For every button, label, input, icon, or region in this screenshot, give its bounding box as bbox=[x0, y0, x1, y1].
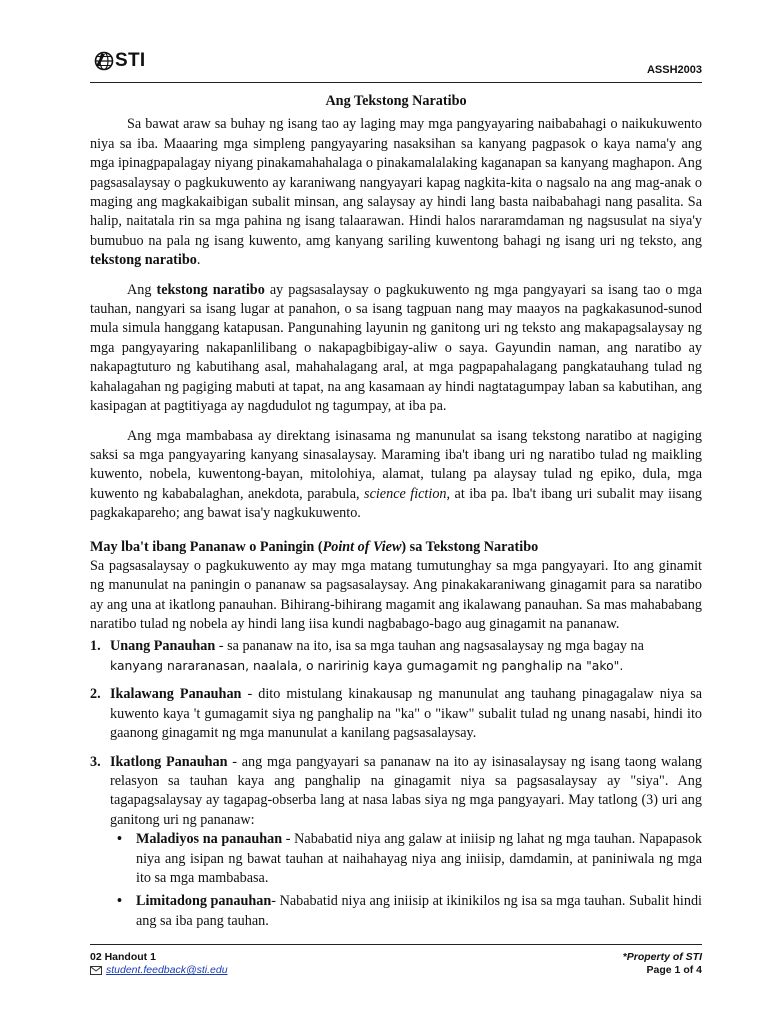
paragraph-3: Ang mga mambabasa ay direktang isinasama ng manunulat sa isang tekstong naratibo at nagiging saksi sa mga pangyayaring kanyang sinasalaysay. Maraming iba't ibang uri ng naratibo tulad ng maikling kuwento, nobela, kuwentong-bayan, mitolohiya, alamat, tulang pa alaysay tulad ng epiko, dula, mga kuwento ng kababalaghan, anekdota, parabula, science fiction, at iba pa. lba't ibang uri subalit may iisang pagkakapareho; ang bawat isa'y nagkukuwento. bbox=[90, 427, 702, 522]
mail-icon bbox=[90, 966, 102, 975]
email-link[interactable]: student.feedback@sti.edu bbox=[106, 964, 228, 976]
page-number: Page 1 of 4 bbox=[646, 964, 702, 976]
third-person-sublist bbox=[110, 830, 702, 931]
footer-divider bbox=[90, 944, 702, 945]
section-intro: Sa pagsasalaysay o pagkukuwento ay may mga matang tumutunghay sa mga pangyayari. Ito ang ginamit ng manunulat na paningin o pananaw sa pagsasalaysay. Ang pinakakaraniwang ginagamit para sa naratibo ay ang una at ikatlong panauhan. Bihirang-bihirang magamit ang ikalawang panauhan. Sa mas mahababang naratibo tulad ng nobela ay hindi lang iisa kundi nagbabago-bago aug ginagamit na pananaw. bbox=[90, 557, 702, 633]
sub-list-item: • Limitadong panauhan- Nababatid niya ang iniisip at ikinikilos ng isa sa mga tauhan. Subalit hindi ang sa iba pang tauhan. bbox=[117, 893, 702, 929]
list-item: 3. Ikatlong Panauhan - ang mga pangyayari sa pananaw na ito ay isinasalaysay ng isang taong walang relasyon sa tauhan kaya ang panghalip na ginagamit niya sa pagsasalaysay ay "siya". Ang tagapagsalaysay ay tagapag-obserba lang at nasa labas siya ng mga pangyayari. May tatlong (3) uri ang ganitong uri ng pananaw: • Maladiyos na panauhan - Nababatid niya ang galaw at iniisip ng lahat ng mga tauhan. Napapasok niya ang isipan ng bawat tauhan at naihahayag niya ang iniisip, damdamin, at paniniwala ng mga ito sa mga mambabasa. • Limitadong panauhan- Nababatid niya ang iniisip at ikinikilos ng isa sa mga tauhan. Subalit hindi ang sa iba pang tauhan. bbox=[90, 753, 702, 932]
header-divider bbox=[90, 82, 702, 83]
course-code: ASSH2003 bbox=[646, 64, 702, 76]
handout-label: 02 Handout 1 bbox=[90, 951, 156, 963]
page-title: Ang Tekstong Naratibo bbox=[325, 93, 467, 109]
property-label: *Property of STI bbox=[622, 951, 702, 963]
globe-icon bbox=[94, 51, 114, 71]
sti-logo bbox=[94, 50, 145, 72]
list-item: 2. Ikalawang Panauhan - dito mistulang kinakausap ng manunulat ang tauhang pinagagalaw niya sa kuwento kaya 't gumagamit siya ng panghalip na "ka" o "ikaw" subalit tulad ng unang nasabi, hindi ito gaanong ginagamit ng mga manunulat a kanilang pagsasalaysay. bbox=[90, 686, 703, 742]
paragraph-2: Ang tekstong naratibo ay pagsasalaysay o pagkukuwento ng mga pangyayari sa isang tao o mga tauhan, nangyari sa isang lugar at panahon, o sa isang tagpuan nang may maayos na pagkakasunod-sunod mula simula hanggang katapusan. Pangunahing layunin ng ganitong uri ng teksto ang makapagsalaysay ng mga pangyayaring nakapanlilibang o nakapagbibigay-aliw o saya. Gayundin naman, ang naratibo ay nakapagtuturo ng kabutihang asal, mahahalagang aral, at mga pagpapahalagang pangkatauhang tulad ng kahalagahan ng pagiging mabuti at tapat, na ang kasamaan ay hindi nagtatagumpay laban sa kabutihan, ang kasipagan at pagtitiyaga ay nagdudulot ng tagumpay, at iba pa. bbox=[90, 281, 702, 415]
sub-list-item: • Maladiyos na panauhan - Nababatid niya ang galaw at iniisip ng lahat ng mga tauhan. Napapasok niya ang isipan ng bawat tauhan at naihahayag niya ang iniisip, damdamin, at paniniwala ng mga ito sa mga mambabasa. bbox=[117, 831, 703, 887]
document-body bbox=[90, 92, 702, 940]
point-of-view-list bbox=[90, 637, 702, 932]
logo-text: STI bbox=[115, 50, 146, 71]
paragraph-1: Sa bawat araw sa buhay ng isang tao ay laging may mga pangyayaring naibabahagi o naikukuwento niya sa iba. Maaaring mga simpleng pangyayaring nasaksihan sa kanyang pagpasok o kaya nama'y ang mga ipinagpapalagay niyang pinakamahahalaga o pinakamalalaking kaganapan sa kanyang maghapon. Ang pagsasalaysay o pagkukuwento ay karaniwang nangyayari kapag nagkita-kita o nagsalo na ang mag-anak o maging ang magkakaibigan subalit minsan, ang salaysay ay hindi lang basta naibabahagi nang pasalita. Sa halip, naitatala rin sa mga pahina ng isang talaarawan. Hindi halos nararamdaman ng nagsusulat na siya'y bumubuo na pala ng isang kuwento, amg kanyang sariling kuwentong bahagi ng isang uri ng teksto, ang tekstong naratibo. bbox=[90, 116, 702, 269]
list-item: 1. Unang Panauhan - sa pananaw na ito, isa sa mga tauhan ang nagsasalaysay ng mga bagay na kanyang nararanasan, naalala, o naririnig kaya gumagamit ng panghalip na "ako". bbox=[90, 637, 644, 673]
section-heading: May lba't ibang Pananaw o Paningin (Point of View) sa Tekstong Naratibo bbox=[90, 538, 539, 555]
